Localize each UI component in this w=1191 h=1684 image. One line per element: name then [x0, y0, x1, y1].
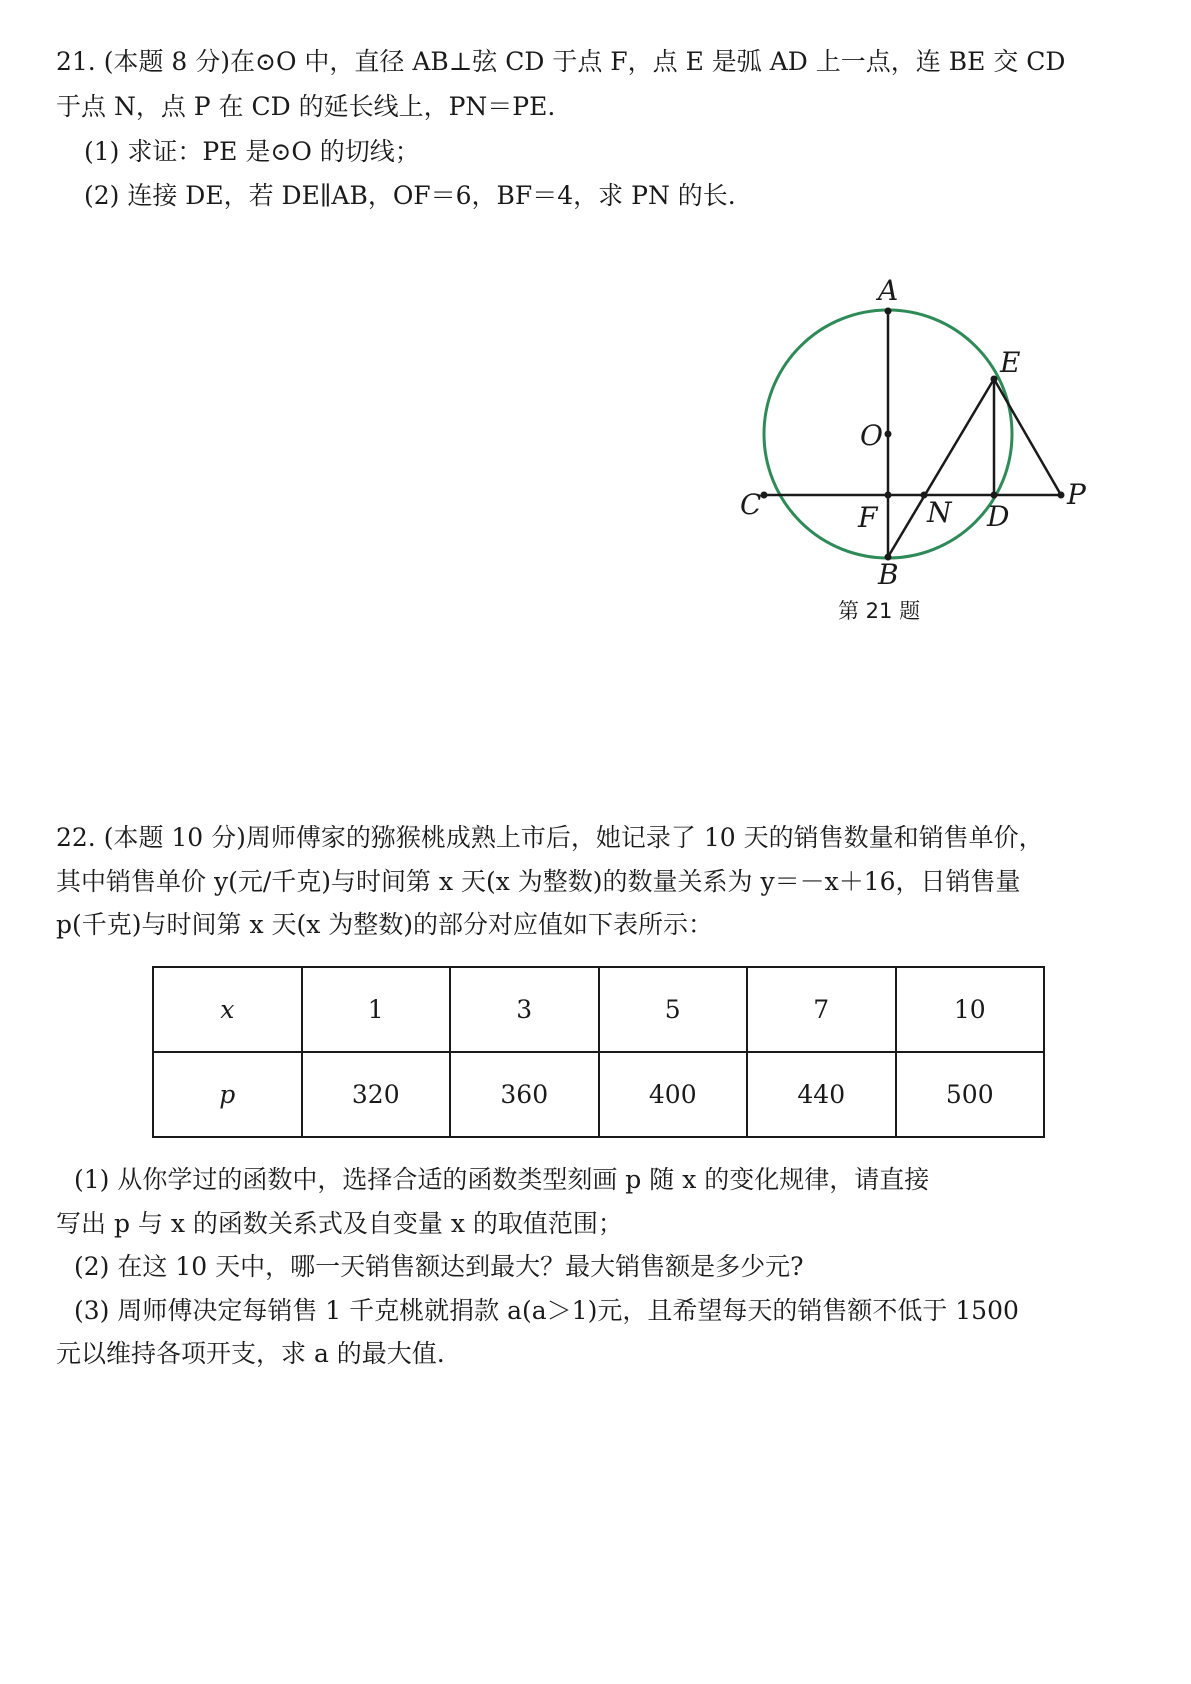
q21-figure-svg	[730, 262, 1086, 642]
table-cell: 7	[747, 967, 896, 1052]
table-header-p: p	[153, 1052, 302, 1137]
q22-part3-line1: (3) 周师傅决定每销售 1 千克桃就捐款 a(a＞1)元，且希望每天的销售额不低于 1500	[74, 1296, 1019, 1325]
label-c: C	[740, 488, 762, 521]
q21-part1: (1) 求证：PE 是⊙O 的切线；	[84, 137, 420, 166]
point-c	[761, 492, 768, 499]
q22-part1-line2: 写出 p 与 x 的函数关系式及自变量 x 的取值范围；	[56, 1209, 623, 1238]
table-cell: 500	[896, 1052, 1045, 1137]
table-cell: 320	[302, 1052, 451, 1137]
point-o	[885, 431, 892, 438]
q22-data-table	[152, 966, 1045, 1138]
point-f	[885, 492, 892, 499]
label-n: N	[927, 496, 952, 529]
q22-part2: (2) 在这 10 天中，哪一天销售额达到最大？最大销售额是多少元?	[74, 1252, 804, 1281]
table-row-p	[153, 1052, 1044, 1137]
q21-stem-line2: 于点 N，点 P 在 CD 的延长线上，PN＝PE.	[56, 92, 556, 121]
q21-stem-line1: 21. (本题 8 分)在⊙O 中，直径 AB⊥弦 CD 于点 F，点 E 是弧 AD 上一点，连 BE 交 CD	[56, 47, 1066, 76]
table-row-x	[153, 967, 1044, 1052]
label-f: F	[858, 501, 878, 534]
table-cell: 360	[450, 1052, 599, 1137]
q22-part1-line1: (1) 从你学过的函数中，选择合适的函数类型刻画 p 随 x 的变化规律，请直接	[74, 1165, 930, 1194]
table-header-x: x	[153, 967, 302, 1052]
label-p: P	[1067, 478, 1086, 511]
point-e	[991, 376, 998, 383]
table-cell: 10	[896, 967, 1045, 1052]
q22-stem-line3: p(千克)与时间第 x 天(x 为整数)的部分对应值如下表所示：	[56, 910, 714, 939]
table-cell: 3	[450, 967, 599, 1052]
label-b: B	[878, 558, 899, 591]
label-d: D	[987, 500, 1010, 533]
table-cell: 400	[599, 1052, 748, 1137]
point-a	[885, 308, 892, 315]
label-o: O	[860, 419, 883, 452]
table-cell: 440	[747, 1052, 896, 1137]
q22-stem-line1: 22. (本题 10 分)周师傅家的猕猴桃成熟上市后，她记录了 10 天的销售数量和销售单价，	[56, 823, 1044, 852]
table-cell: 5	[599, 967, 748, 1052]
q22-part3-line2: 元以维持各项开支，求 a 的最大值.	[56, 1339, 445, 1368]
table-cell: 1	[302, 967, 451, 1052]
label-a: A	[878, 274, 899, 307]
q21-part2: (2) 连接 DE，若 DE∥AB，OF＝6，BF＝4，求 PN 的长.	[84, 181, 736, 210]
segment-be	[888, 379, 994, 557]
label-e: E	[1000, 346, 1021, 379]
point-p	[1058, 492, 1065, 499]
figure-caption: 第 21 题	[838, 599, 921, 623]
point-d	[991, 492, 998, 499]
q21-geometry-figure	[730, 262, 1086, 642]
q22-stem-line2: 其中销售单价 y(元/千克)与时间第 x 天(x 为整数)的数量关系为 y＝－x＋16，日销售量	[56, 867, 1021, 896]
